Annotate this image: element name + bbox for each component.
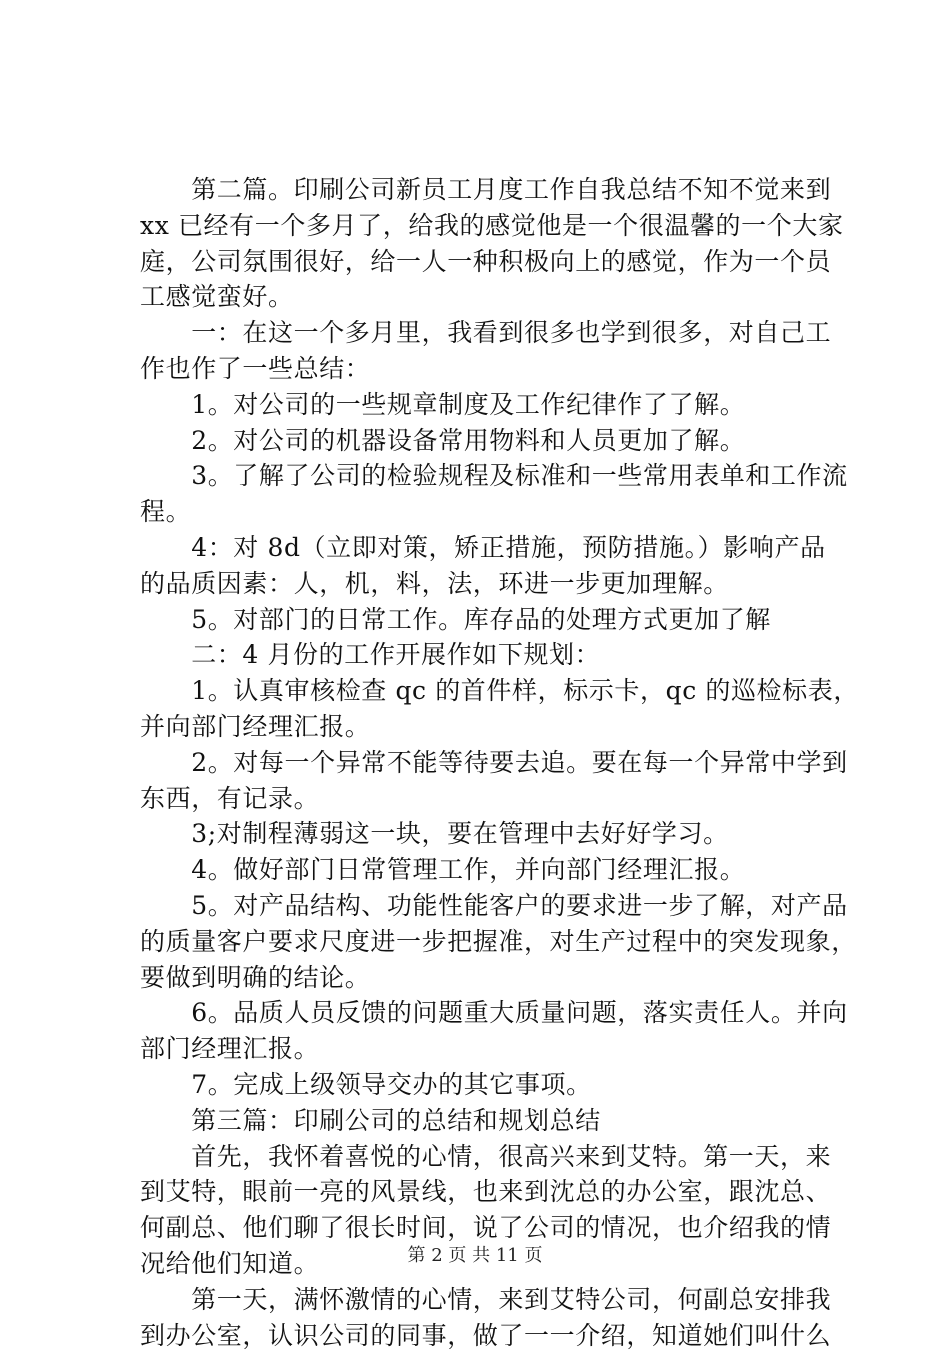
text-line: 6。品质人员反馈的问题重大质量问题，落实责任人。并向 [140, 995, 840, 1031]
text-line: 的品质因素：人，机，料，法，环进一步更加理解。 [140, 566, 840, 602]
text-line: 第三篇：印刷公司的总结和规划总结 [140, 1103, 840, 1139]
text-line: 3。了解了公司的检验规程及标准和一些常用表单和工作流 [140, 458, 840, 494]
text-line: 程。 [140, 494, 840, 530]
text-line: 并向部门经理汇报。 [140, 709, 840, 745]
text-line: 1。认真审核检查 qc 的首件样，标示卡，qc 的巡检标表， [140, 673, 840, 709]
text-line: 一：在这一个多月里，我看到很多也学到很多，对自己工 [140, 315, 840, 351]
text-line: 况给他们知道。 [140, 1246, 840, 1282]
text-line: 作也作了一些总结： [140, 351, 840, 387]
text-line: 到办公室，认识公司的同事，做了一一介绍，知道她们叫什么 [140, 1318, 840, 1353]
text-line: 1。对公司的一些规章制度及工作纪律作了了解。 [140, 387, 840, 423]
text-line: 首先，我怀着喜悦的心情，很高兴来到艾特。第一天，来 [140, 1139, 840, 1175]
text-line: 部门经理汇报。 [140, 1031, 840, 1067]
text-line: 何副总、他们聊了很长时间，说了公司的情况，也介绍我的情 [140, 1210, 840, 1246]
text-line: 第二篇。印刷公司新员工月度工作自我总结不知不觉来到 [140, 172, 840, 208]
text-line: 5。对产品结构、功能性能客户的要求进一步了解，对产品 [140, 888, 840, 924]
document-body [140, 172, 840, 1353]
text-line: 二：4 月份的工作开展作如下规划： [140, 637, 840, 673]
text-line: 东西，有记录。 [140, 781, 840, 817]
text-line: 的质量客户要求尺度进一步把握准，对生产过程中的突发现象， [140, 924, 840, 960]
text-line: 4。做好部门日常管理工作，并向部门经理汇报。 [140, 852, 840, 888]
text-line: 4：对 8d（立即对策，矫正措施，预防措施。）影响产品 [140, 530, 840, 566]
text-line: 2。对公司的机器设备常用物料和人员更加了解。 [140, 423, 840, 459]
text-line: 5。对部门的日常工作。库存品的处理方式更加了解 [140, 602, 840, 638]
text-line: 要做到明确的结论。 [140, 960, 840, 996]
text-line: 到艾特，眼前一亮的风景线，也来到沈总的办公室，跟沈总、 [140, 1174, 840, 1210]
text-line: 3;对制程薄弱这一块，要在管理中去好好学习。 [140, 816, 840, 852]
text-line: xx 已经有一个多月了，给我的感觉他是一个很温馨的一个大家 [140, 208, 840, 244]
text-line: 庭，公司氛围很好，给一人一种积极向上的感觉，作为一个员 [140, 244, 840, 280]
text-line: 2。对每一个异常不能等待要去追。要在每一个异常中学到 [140, 745, 840, 781]
page-footer: 第 2 页 共 11 页 [0, 1244, 950, 1268]
text-line: 第一天，满怀激情的心情，来到艾特公司，何副总安排我 [140, 1282, 840, 1318]
text-line: 工感觉蛮好。 [140, 279, 840, 315]
text-line: 7。完成上级领导交办的其它事项。 [140, 1067, 840, 1103]
